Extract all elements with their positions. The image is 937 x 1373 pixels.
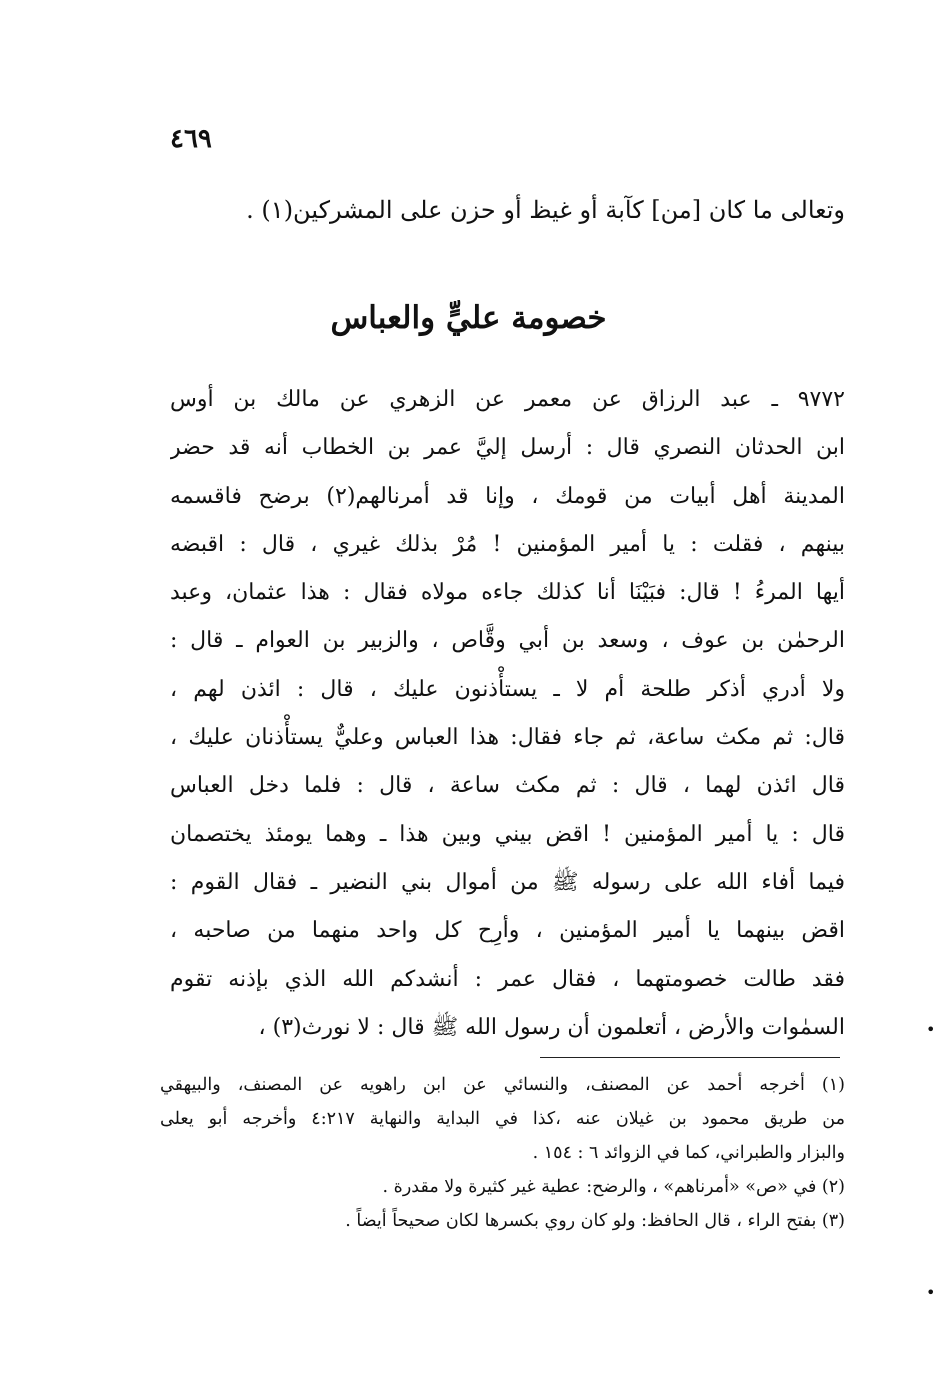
footnotes: [160, 1068, 845, 1238]
intro-line: وتعالى ما كان [من] كآبة أو غيظ أو حزن على المشركين(١) .: [246, 196, 845, 224]
body-line: قال: ثم مكث ساعة، ثم جاء فقال: هذا العباس وعليٌّ يستأْذنان عليك ،: [170, 725, 845, 751]
body-line: فيما أفاء الله على رسوله ﷺ من أموال بني النضير ـ فقال القوم :: [170, 869, 845, 895]
body-line: قال ائذن لهما ، قال : ثم مكث ساعة ، قال : فلما دخل العباس: [170, 773, 845, 799]
margin-bullet: •: [926, 1020, 936, 1039]
footnote-line: (٢) في «ص» «أمرناهم» ، والرضح: عطية غير كثيرة ولا مقدرة .: [382, 1177, 845, 1197]
body-line: قال : يا أمير المؤمنين ! اقض بيني وبين هذا ـ وهما يومئذ يختصمان: [170, 821, 845, 847]
body-line: المدينة أهل أبيات من قومك ، وإنا قد أمرنالهم(٢) برضح فاقسمه: [170, 483, 845, 509]
body-text: [170, 376, 845, 1052]
body-line: فقد طالت خصومتهما ، فقال عمر : أنشدكم الله الذي بإذنه تقوم: [170, 966, 845, 992]
body-line: بينهم ، فقلت : يا أمير المؤمنين ! مُرْ بذلك غيري ، قال : اقبضه: [170, 531, 845, 557]
body-line: ٩٧٧٢ ـ عبد الرزاق عن معمر عن الزهري عن مالك بن أوس: [170, 387, 845, 412]
body-line: ولا أدري أذكر طلحة أم لا ـ يستأْذنون عليك ، قال : ائذن لهم ،: [170, 676, 845, 702]
footnote-divider: [540, 1057, 840, 1058]
body-line: الرحمٰن بن عوف ، وسعد بن أبي وقَّاص ، والزبير بن العوام ـ قال :: [170, 628, 845, 654]
footnote-line: (١) أخرجه أحمد عن المصنف، والنسائي عن ابن راهويه عن المصنف، والبيهقي: [160, 1075, 845, 1095]
body-line: اقض بينهما يا أمير المؤمنين ، وأرِح كل واحد منهما من صاحبه ،: [170, 918, 845, 944]
chapter-title: خصومة عليٍّ والعباس: [330, 300, 607, 336]
body-line: ابن الحدثان النصري قال : أرسل إليَّ عمر بن الخطاب أنه قد حضر: [170, 435, 845, 461]
body-line: السمٰوات والأرض ، أتعلمون أن رسول الله ﷺ قال : لا نورث(٣) ،: [258, 1014, 845, 1040]
footnote-line: من طريق محمود بن غيلان عنه ،كذا في البداية والنهاية ٤:٢١٧ وأخرجه أبو يعلى: [160, 1109, 845, 1129]
margin-bullet: •: [926, 1283, 936, 1302]
footnote-line: والبزار والطبراني، كما في الزوائد ٦ : ١٥٤ .: [532, 1143, 845, 1163]
page-number: ٤٦٩: [170, 124, 212, 154]
footnote-line: (٣) بفتح الراء ، قال الحافظ: ولو كان روي بكسرها لكان صحيحاً أيضاً .: [345, 1211, 845, 1231]
body-line: أيها المرءُ ! قال: فبَيْنَا أنا كذلك جاءه مولاه فقال : هذا عثمان، وعبد: [170, 580, 845, 606]
